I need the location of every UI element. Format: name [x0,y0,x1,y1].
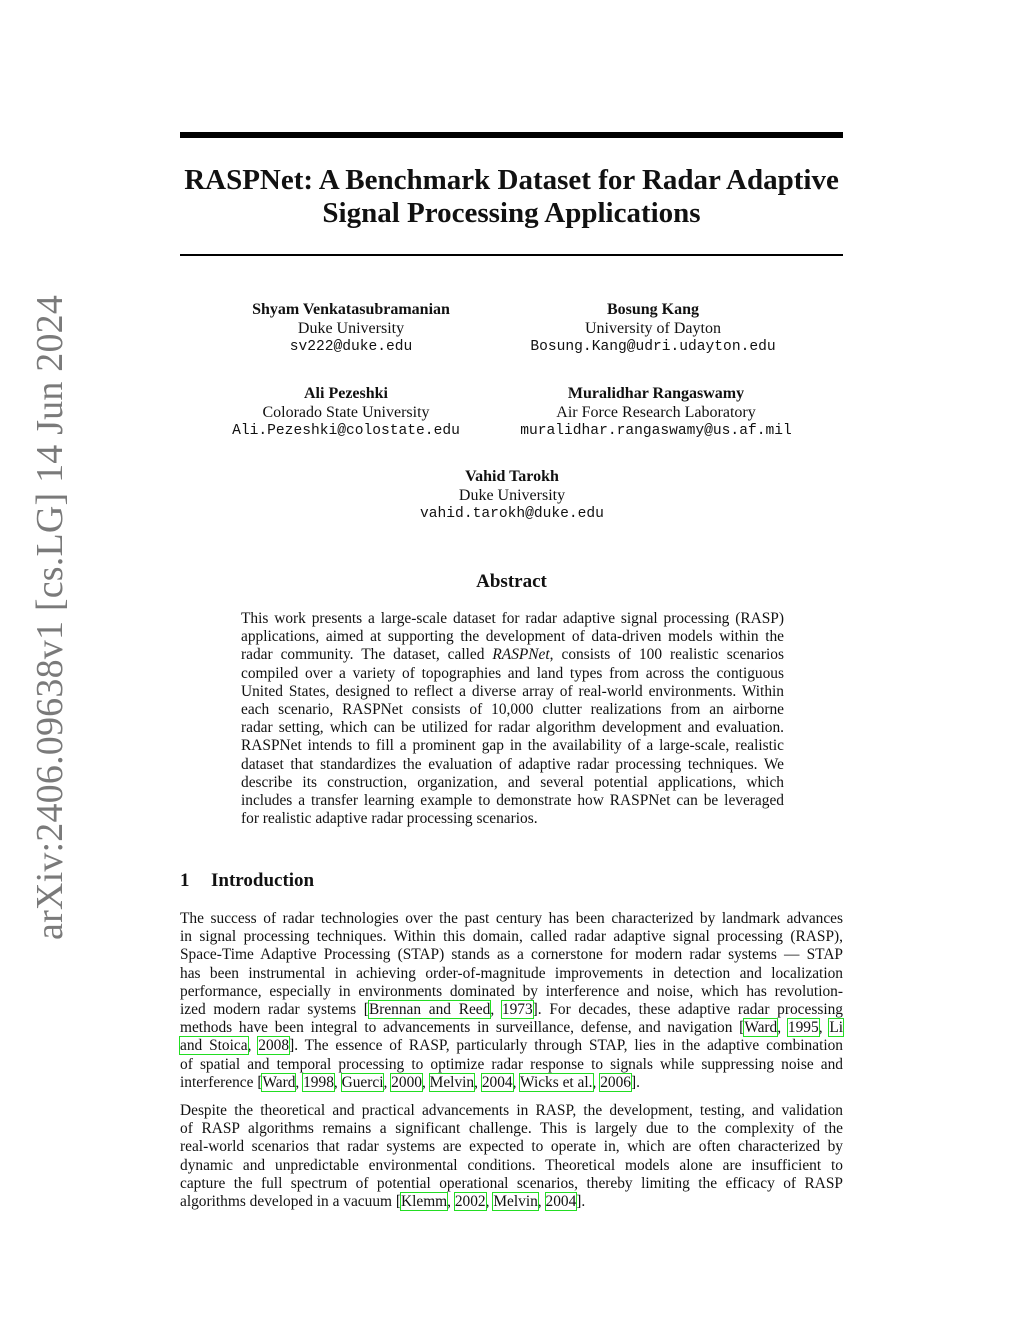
body-line: performance, especially in environments dominated by interference and noise, which has revolution- [180,982,843,1000]
citation-separator: , [592,1073,601,1091]
author-email[interactable]: Ali.Pezeshki@colostate.edu [232,423,460,439]
section-heading-introduction [180,869,314,893]
author-affiliation: University of Dayton [585,319,721,337]
body-text: ]. [630,1073,640,1091]
abstract-heading: Abstract [476,571,547,592]
body-line [180,1037,843,1055]
abstract-line: for realistic adaptive radar processing scenarios. [241,810,538,828]
body-text: ]. The essence of RASP, particularly through STAP, lies in the adaptive combination [289,1037,844,1055]
citation-separator: , [485,1193,494,1211]
body-text: methods have been integral to advancements in surveillance, defense, and navigation [ [180,1019,745,1037]
citation-separator: , [537,1193,546,1211]
citation-separator: , [818,1019,830,1037]
citation-link[interactable]: Ward [262,1073,296,1091]
citation-link[interactable]: Ward [744,1019,778,1037]
abstract-line: RASPNet intends to fill a prominent gap in the availability of a large-scale, realistic [241,737,784,755]
abstract-line: each scenario, RASPNet consists of 10,000 clutter realizations from an airborne [241,701,784,719]
title-line-2: Signal Processing Applications [322,197,701,229]
body-line: real-world scenarios that radar systems are expected to operate in, which are often characterized by [180,1138,843,1156]
citation-link[interactable]: Klemm [400,1193,448,1211]
author-email[interactable]: sv222@duke.edu [289,339,413,355]
citation-link[interactable]: Wicks et al. [520,1073,593,1091]
section-title: Introduction [211,870,315,891]
citation-separator: , [474,1073,482,1091]
citation-separator: , [247,1037,259,1055]
citation-link[interactable]: 1998 [303,1073,334,1091]
body-text: interference [ [180,1073,263,1091]
body-line: of spatial and temporal processing to optimize radar response to signals while suppressing noise and [180,1055,843,1073]
body-text: algorithms developed in a vacuum [ [180,1193,401,1211]
citation-link[interactable]: 2006 [600,1073,631,1091]
arxiv-identifier[interactable]: arXiv:2406.09638v1 [cs.LG] 14 Jun 2024 [29,294,71,940]
citation-link[interactable]: 2002 [454,1193,486,1211]
author-block-3 [186,385,506,441]
abstract-line: compiled over a variety of topographies and land types from across the contiguous [241,664,784,682]
author-affiliation: Air Force Research Laboratory [556,403,756,421]
dataset-name: RASPNet [492,646,550,664]
author-name: Ali Pezeshki [304,385,388,402]
body-line: has been instrumental in achieving order-of-magnitude improvements in detection and localization [180,964,843,982]
citation-link[interactable]: Melvin [429,1073,475,1091]
title-rule-top [180,132,843,138]
citation-separator: , [490,1001,502,1019]
author-name: Muralidhar Rangaswamy [567,385,745,402]
body-line: capture the full spectrum of potential operational scenarios, thereby limiting the efficacy of RASP [180,1174,843,1192]
author-affiliation: Colorado State University [262,403,430,421]
intro-paragraph-2 [180,1102,843,1211]
citation-link[interactable]: 2004 [545,1193,577,1211]
citation-separator: , [777,1019,788,1037]
abstract-line: This work presents a large-scale dataset for radar adaptive signal processing (RASP) [241,610,784,627]
section-number: 1 [180,870,190,891]
citation-separator: , [447,1193,455,1211]
author-block-5 [352,468,672,524]
author-email[interactable]: muralidhar.rangaswamy@us.af.mil [520,423,792,439]
abstract-line: dataset that standardizes the evaluation of adaptive radar processing techniques. We [241,755,784,773]
body-line: Space-Time Adaptive Processing (STAP) stands as a cornerstone for modern radar systems — STAP [180,946,843,964]
abstract-line: United States, designed to reflect a diverse array of real-world environments. Within [241,682,784,700]
body-line [180,1074,843,1092]
citation-separator: , [512,1073,521,1091]
author-block-1 [191,301,511,357]
citation-link[interactable]: 2004 [481,1073,513,1091]
intro-paragraph-1 [180,910,843,1092]
citation-separator: , [295,1073,304,1091]
abstract-body [241,610,784,828]
author-affiliation: Duke University [297,319,405,337]
body-line: dynamic and unpredictable environmental conditions. Theoretical models alone are insufficient to [180,1156,843,1174]
citation-separator: , [421,1073,430,1091]
abstract-line: describe its construction, organization, and several potential applications, which [241,773,784,791]
author-name: Shyam Venkatasubramanian [252,301,450,318]
author-name: Vahid Tarokh [465,468,559,485]
citation-link[interactable]: Guerci [341,1073,384,1091]
title-rule-bottom [180,254,843,256]
citation-link[interactable]: Melvin [493,1193,538,1211]
body-text: ized modern radar systems [ [180,1001,369,1019]
author-block-4 [496,385,816,441]
abstract-line [241,646,784,664]
citation-separator: , [383,1073,392,1091]
abstract-line: applications, aimed at supporting the development of data-driven models within the [241,628,784,646]
body-line [180,1193,843,1211]
citation-link[interactable]: 1995 [787,1019,819,1037]
abstract-line: radar setting, which can be utilized for radar algorithm development and evaluation. [241,719,784,737]
body-line: The success of radar technologies over the past century has been characterized by landmark advances [180,910,843,927]
author-block-2 [493,301,813,357]
citation-link[interactable]: 1973 [501,1001,533,1019]
body-line [180,1001,843,1019]
author-email[interactable]: vahid.tarokh@duke.edu [420,506,604,522]
abstract-text: radar community. The dataset, called [241,646,493,664]
citation-link[interactable]: and Stoica [180,1037,248,1055]
author-name: Bosung Kang [606,301,700,318]
paper-title [180,164,843,230]
body-line: of RASP algorithms remains a significant challenge. This is largely due to the complexity of the [180,1120,843,1138]
citation-link[interactable]: Brennan and Reed [368,1001,491,1019]
citation-separator: , [333,1073,342,1091]
body-text: ]. For decades, these adaptive radar processing [532,1001,843,1019]
body-text: ]. [576,1193,586,1211]
author-affiliation: Duke University [458,486,566,504]
citation-link[interactable]: Li [829,1019,844,1037]
body-line [180,1019,843,1037]
body-line: Despite the theoretical and practical advancements in RASP, the development, testing, and validation [180,1102,843,1119]
citation-link[interactable]: 2000 [391,1073,422,1091]
author-email[interactable]: Bosung.Kang@udri.udayton.edu [530,339,776,355]
body-line: in signal processing techniques. Within this domain, called radar adaptive signal processing (RASP), [180,928,843,946]
abstract-text: , consists of 100 realistic scenarios [549,646,784,664]
title-line-1: RASPNet: A Benchmark Dataset for Radar Adaptive [184,164,839,196]
citation-link[interactable]: 2008 [258,1037,290,1055]
abstract-line: includes a transfer learning example to demonstrate how RASPNet can be leveraged [241,792,784,810]
